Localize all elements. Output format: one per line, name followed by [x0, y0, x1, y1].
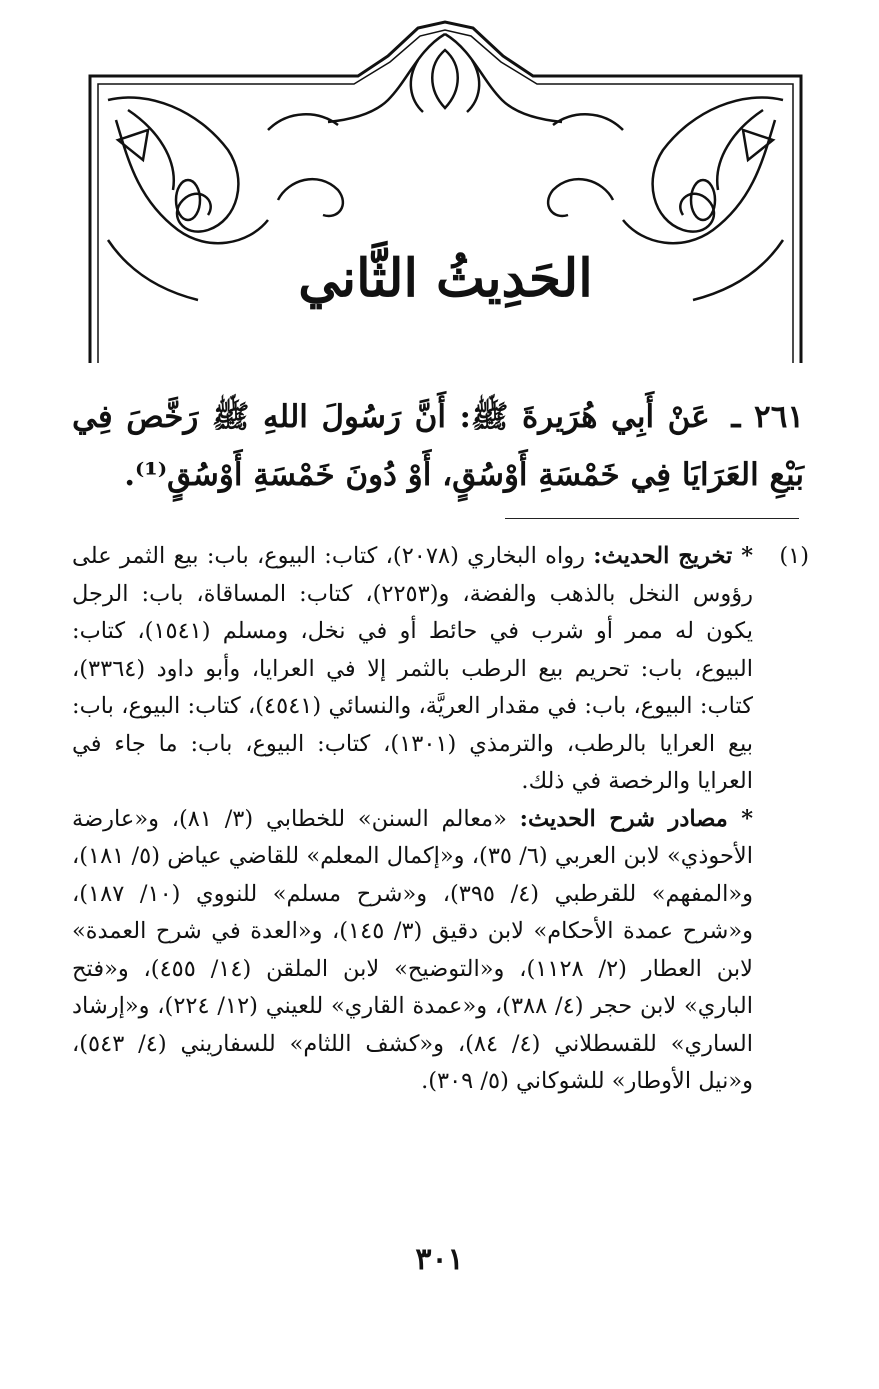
footnotes: [72, 538, 809, 1101]
section-title: الحَدِيثُ الثَّاني: [298, 248, 593, 309]
footnote-separator: [505, 518, 799, 519]
hadith-text-block: [72, 388, 804, 504]
masadir-text: «معالم السنن» للخطابي (٣/ ٨١)، و«عارضة الأحوذي» لابن العربي (٦/ ٣٥)، و«إكمال المعلم» للقاضي عياض (٥/ ١٨١)، و«المفهم» للقرطبي (٤/ ٣٩٥)، و«شرح مسلم» للنووي (١٠/ ١٨٧)، و«شرح عمدة الأحكام» لابن دقيق (٣/ ١٤٥)، و«العدة في شرح العمدة» لابن العطار (٢/ ١١٢٨)، و«التوضيح» لابن الملقن (١٤/ ٤٥٥)، و«فتح الباري» لابن حجر (٤/ ٣٨٨)، و«عمدة القاري» للعيني (١٢/ ٢٢٤)، و«إرشاد الساري» للقسطلاني (٤/ ٨٤)، و«كشف اللثام» للسفاريني (٤/ ٥٤٣)، و«نيل الأوطار» للشوكاني (٥/ ٣٠٩).: [72, 805, 754, 1094]
footnote-1: [72, 538, 809, 1101]
footnote-marker: (١): [779, 543, 809, 569]
ornamental-frame: [88, 20, 803, 365]
masadir-label: * مصادر شرح الحديث:: [519, 805, 753, 832]
takhrij-text: رواه البخاري (٢٠٧٨)، كتاب: البيوع، باب: بيع الثمر على رؤوس النخل بالذهب والفضة، و(٢٢٥٣)، كتاب: المساقاة، باب: الرجل يكون له ممر أو شرب في حائط أو في نخل، ومسلم (١٥٤١)، كتاب: البيوع، باب: تحريم بيع الرطب بالثمر إلا في العرايا، وأبو داود (٣٣٦٤)، كتاب: البيوع، باب: في مقدار العريَّة، والنسائي (٤٥٤١)، كتاب: البيوع، باب: بيع العرايا بالرطب، والترمذي (١٣٠١)، كتاب: البيوع، باب: ما جاء في العرايا والرخصة في ذلك.: [72, 543, 754, 794]
page-number: ٣٠١: [415, 1242, 464, 1277]
hadith-text: عَنْ أَبِي هُرَيرةَ ﷺ: أَنَّ رَسُولَ اللهِ ﷺ رَخَّصَ فِي بَيْعِ العَرَايَا فِي خَمْسَةِ أَوْسُقٍ، أَوْ دُونَ خَمْسَةِ أَوْسُقٍ⁽¹⁾.: [72, 399, 804, 493]
masadir-paragraph: [72, 801, 753, 1101]
hadith-number: ٢٦١ ـ: [731, 399, 804, 435]
takhrij-label: * تخريج الحديث:: [593, 543, 754, 569]
takhrij-paragraph: [72, 538, 753, 801]
